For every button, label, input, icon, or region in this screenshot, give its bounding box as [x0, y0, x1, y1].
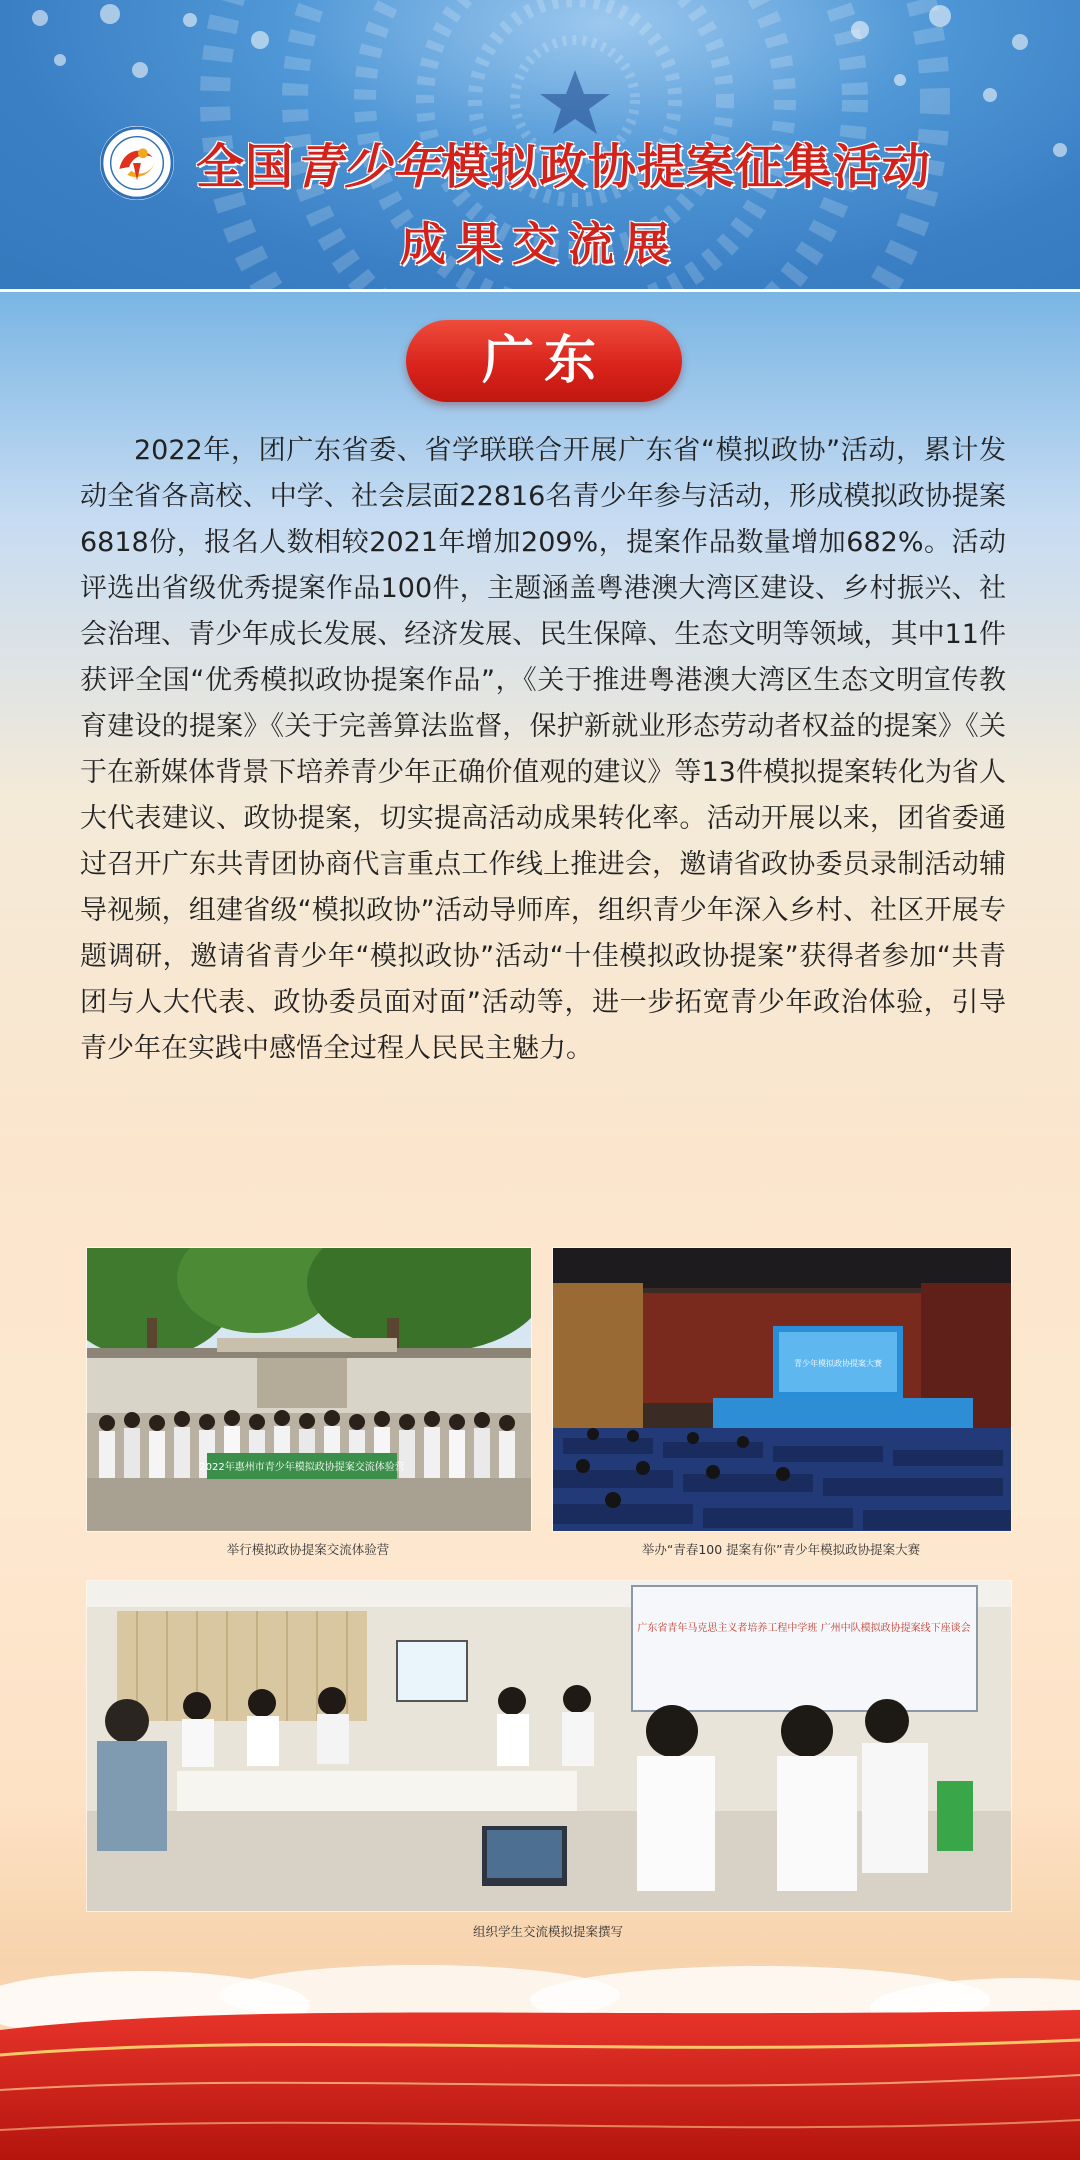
photo-caption: 举行模拟政协提案交流体验营	[226, 1542, 390, 1557]
region-title: 广东	[481, 331, 606, 391]
body-paragraph: 2022年，团广东省委、省学联联合开展广东省“模拟政协”活动，累计发动全省各高校、中学、社会层面22816名青少年参与活动，形成模拟政协提案6818份，报名人数相较2021年增加209%，提案作品数量增加682%。活动评选出省级优秀提案作品100件，主题涵盖粤港澳大湾区建设、乡村振兴、社会治理、青少年成长发展、经济发展、民生保障、生态文明等领域，其中11件获评全国“优秀模拟政协提案作品”，《关于推进粤港澳大湾区生态文明宣传教育建设的提案》《关于完善算法监督，保护新就业形态劳动者权益的提案》《关于在新媒体背景下培养青少年正确价值观的建议》等13件模拟提案转化为省人大代表建议、政协提案，切实提高活动成果转化率。活动开展以来，团省委通过召开广东共青团协商代言重点工作线上推进会，邀请省政协委员录制活动辅导视频，组建省级“模拟政协”活动导师库，组织青少年深入乡村、社区开展专题调研，邀请省青少年“模拟政协”活动“十佳模拟政协提案”获得者参加“共青团与人大代表、政协委员面对面”活动等，进一步拓宽青少年政治体验，引导青少年在实践中感悟全过程人民民主魅力。	[80, 435, 1006, 1064]
meeting-screen-text: 广东省青年马克思主义者培养工程中学班 广州中队模拟政协提案线下座谈会	[637, 1623, 971, 1634]
star-icon	[540, 70, 610, 134]
footer-decoration	[0, 1960, 1080, 2160]
page-subtitle: 成果交流展	[400, 217, 680, 271]
photo-competition-hall	[552, 1247, 1012, 1532]
photo-caption: 举办“青春100 提案有你”青少年模拟政协提案大赛	[641, 1542, 921, 1557]
page-title	[196, 128, 931, 197]
title-prefix: 全国	[196, 139, 295, 195]
header-divider	[0, 289, 1080, 292]
region-badge	[406, 320, 682, 402]
photo-caption: 组织学生交流模拟提案撰写	[472, 1924, 623, 1939]
title-script-word: 青少年	[294, 139, 442, 195]
title-suffix: 模拟政协提案征集活动	[441, 139, 932, 195]
group-banner-text: 2022年惠州市青少年模拟政协提案交流体验营	[199, 1462, 405, 1473]
youth-cppcc-emblem-icon	[98, 124, 176, 202]
photo-proposal-workshop	[86, 1580, 1012, 1912]
stage-screen-text: 青少年模拟政协提案大赛	[794, 1359, 882, 1368]
header-banner	[0, 0, 1080, 290]
photo-exchange-camp	[86, 1247, 532, 1532]
